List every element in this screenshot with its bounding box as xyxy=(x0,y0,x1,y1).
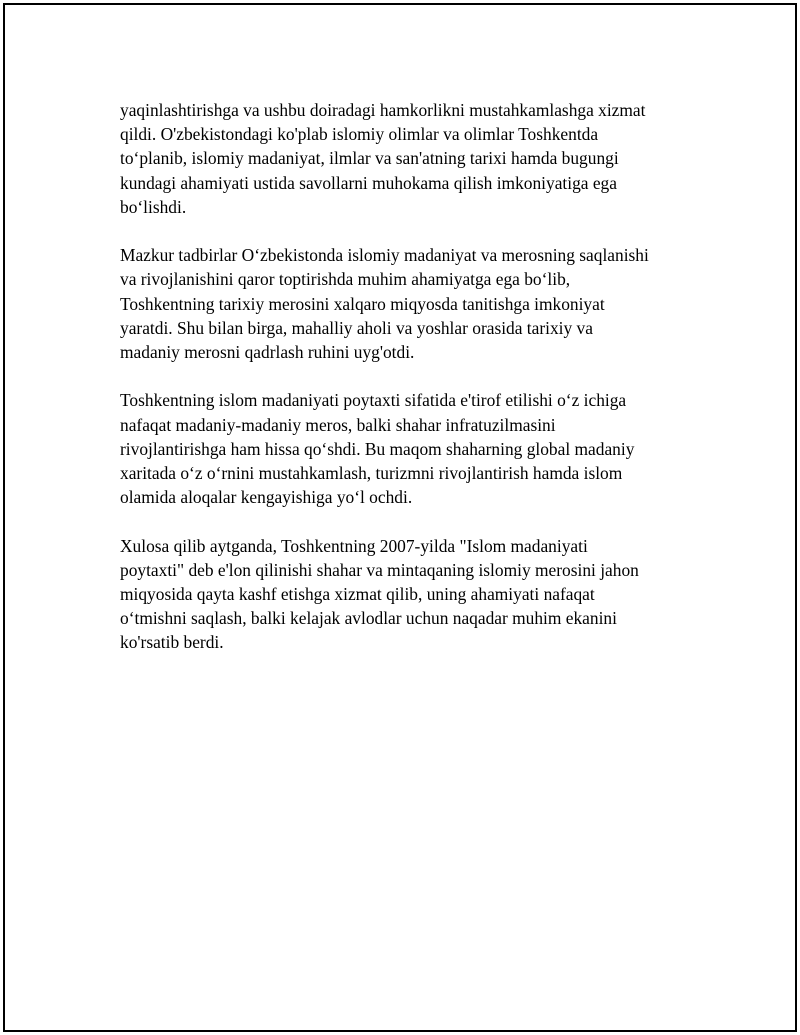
text-line: o‘tmishni saqlash, balki kelajak avlodlar uchun naqadar muhim ekanini xyxy=(120,608,617,629)
text-line: qildi. O'zbekistondagi ko'plab islomiy olimlar va olimlar Toshkentda xyxy=(120,124,599,145)
text-line: Toshkentning tarixiy merosini xalqaro miqyosda tanitishga imkoniyat xyxy=(120,293,605,314)
text-line: olamida aloqalar kengayishiga yo‘l ochdi. xyxy=(120,487,413,508)
page-border xyxy=(3,3,797,1032)
text-line: poytaxti" deb e'lon qilinishi shahar va mintaqaning islomiy merosini jahon xyxy=(120,559,639,580)
paragraph-2 xyxy=(120,243,710,364)
text-line: to‘planib, islomiy madaniyat, ilmlar va san'atning tarixi hamda bugungi xyxy=(120,148,619,169)
text-line: bo‘lishdi. xyxy=(120,196,187,217)
text-line: Xulosa qilib aytganda, Toshkentning 2007-yilda "Islom madaniyati xyxy=(120,535,588,556)
paragraph-3 xyxy=(120,388,710,509)
text-line: Toshkentning islom madaniyati poytaxti sifatida e'tirof etilishi o‘z ichiga xyxy=(120,390,627,411)
text-line: xaritada o‘z o‘rnini mustahkamlash, turizmni rivojlantirish hamda islom xyxy=(120,463,623,484)
text-line: nafaqat madaniy-madaniy meros, balki shahar infratuzilmasini xyxy=(120,414,556,435)
text-line: madaniy merosni qadrlash ruhini uyg'otdi. xyxy=(120,342,415,363)
text-line: va rivojlanishini qaror toptirishda muhim ahamiyatga ega bo‘lib, xyxy=(120,269,571,290)
text-line: Mazkur tadbirlar O‘zbekistonda islomiy madaniyat va merosning saqlanishi xyxy=(120,245,649,266)
text-line: kundagi ahamiyati ustida savollarni muhokama qilish imkoniyatiga ega xyxy=(120,172,617,193)
text-line: miqyosida qayta kashf etishga xizmat qilib, uning ahamiyati nafaqat xyxy=(120,584,595,605)
document-body xyxy=(120,98,710,679)
paragraph-1 xyxy=(120,98,710,219)
text-line: yaratdi. Shu bilan birga, mahalliy aholi va yoshlar orasida tarixiy va xyxy=(120,317,593,338)
text-line: yaqinlashtirishga va ushbu doiradagi hamkorlikni mustahkamlashga xizmat xyxy=(120,100,646,120)
text-line: ko'rsatib berdi. xyxy=(120,632,224,653)
text-line: rivojlantirishga ham hissa qo‘shdi. Bu maqom shaharning global madaniy xyxy=(120,438,635,459)
paragraph-4 xyxy=(120,534,710,655)
